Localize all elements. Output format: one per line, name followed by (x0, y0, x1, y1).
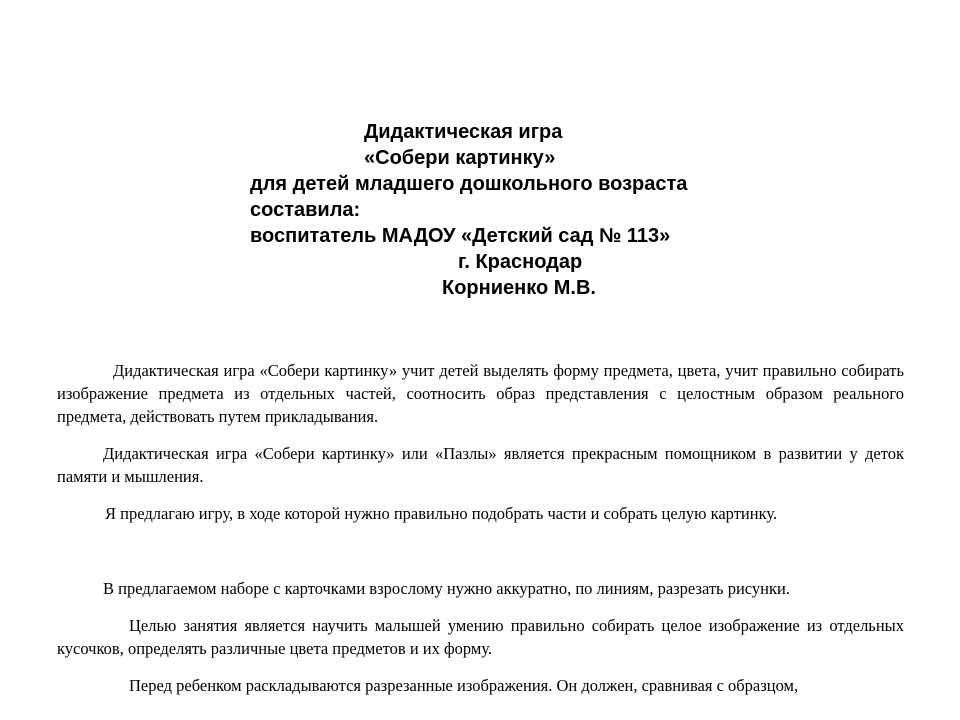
title-line-author-name: Корниенко М.В. (442, 277, 596, 299)
paragraph-3: Я предлагаю игру, в ходе которой нужно правильно подобрать части и собрать целую картинку. (105, 504, 778, 523)
title-line-name: «Собери картинку» (364, 147, 556, 169)
title-line-city: г. Краснодар (458, 251, 583, 273)
paragraph-1: Дидактическая игра «Собери картинку» учит детей выделять форму предмета, цвета, учит правильно собирать изображение предмета из отдельных частей, соотносить образ представления с целостным образом реального предмета, действовать путем прикладывания. (57, 361, 904, 426)
spacer (57, 539, 904, 577)
paragraph-4: В предлагаемом наборе с карточками взрослому нужно аккуратно, по линиям, разрезать рисунки. (103, 579, 790, 598)
paragraph-5: Целью занятия является научить малышей умению правильно собирать целое изображение из отдельных кусочков, определять различные цвета предметов и их форму. (57, 616, 904, 658)
title-line-audience: для детей младшего дошкольного возраста (250, 173, 688, 195)
paragraph-2: Дидактическая игра «Собери картинку» или «Пазлы» является прекрасным помощником в развитии у деток памяти и мышления. (57, 444, 904, 486)
body-text (57, 359, 904, 711)
title-block (250, 119, 700, 301)
title-line-position: воспитатель МАДОУ «Детский сад № 113» (250, 225, 671, 247)
title-line-author-label: составила: (250, 199, 361, 221)
title-line-game: Дидактическая игра (364, 121, 563, 143)
paragraph-6: Перед ребенком раскладываются разрезанные изображения. Он должен, сравнивая с образцом, (129, 676, 799, 695)
